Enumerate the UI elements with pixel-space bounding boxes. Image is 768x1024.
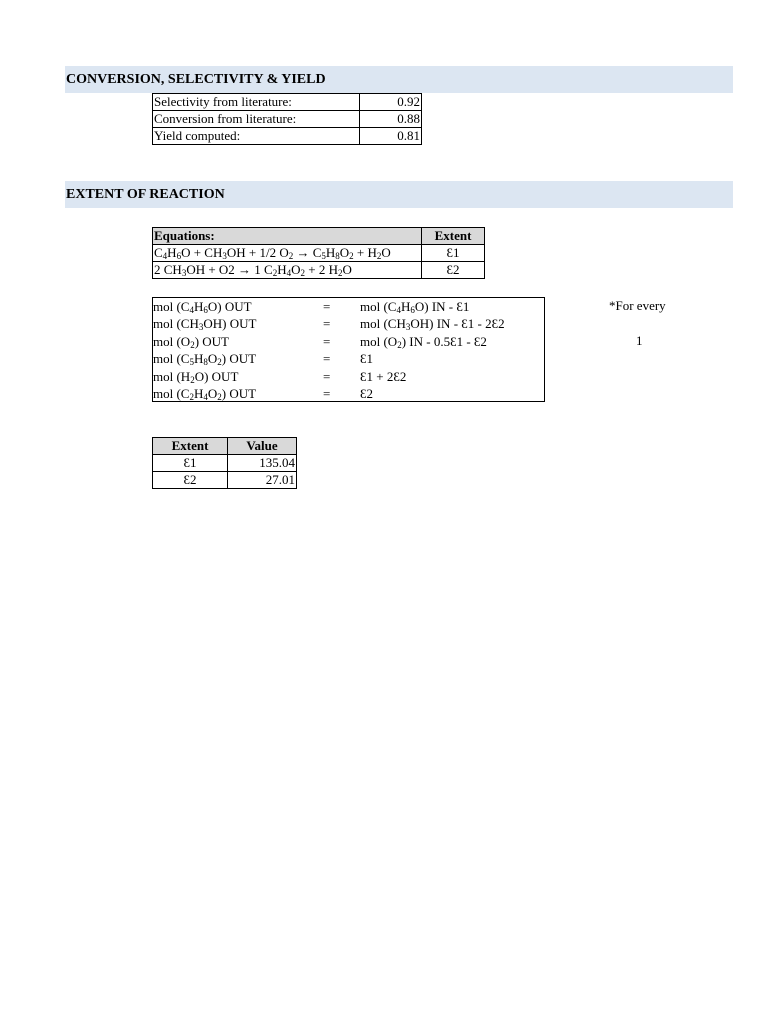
side-value: 1 bbox=[636, 333, 643, 348]
subscript: 2 bbox=[300, 268, 306, 278]
value-header: Value bbox=[228, 438, 297, 455]
table-row bbox=[153, 262, 485, 279]
subscript: 6 bbox=[176, 251, 182, 261]
mol-balance-box bbox=[152, 297, 545, 402]
mol-lhs: mol $(H_2O)$ OUT bbox=[153, 369, 239, 385]
mol-rhs: mol $(O_2)$ IN - 0.5Ɛ1 - Ɛ2 bbox=[360, 334, 487, 350]
subscript: 2 bbox=[272, 268, 278, 278]
mol-lhs: mol $(C_2H_4O_2)$ OUT bbox=[153, 386, 257, 402]
subscript: 2 bbox=[190, 340, 195, 350]
subscript: 2 bbox=[376, 251, 382, 261]
extent-cell: Ɛ2 bbox=[153, 472, 228, 489]
subscript: 3 bbox=[222, 251, 227, 261]
value-cell: 0.81 bbox=[360, 128, 422, 145]
subscript: 2 bbox=[217, 357, 222, 367]
mol-rhs: Ɛ2 bbox=[360, 386, 374, 401]
subscript: 4 bbox=[162, 251, 168, 261]
label-cell: Yield computed: bbox=[153, 128, 360, 145]
subscript: 5 bbox=[321, 251, 326, 261]
subscript: 2 bbox=[189, 392, 194, 402]
mol-rhs: Ɛ1 bbox=[360, 351, 374, 366]
section-header-extent: EXTENT OF REACTION bbox=[65, 181, 733, 208]
subscript: 8 bbox=[335, 251, 340, 261]
mol-rhs: mol $(C_4H_6O)$ IN - Ɛ1 bbox=[360, 299, 470, 315]
subscript: 3 bbox=[181, 268, 187, 278]
mol-equals: = bbox=[323, 351, 331, 366]
extent-cell: Ɛ2 bbox=[422, 262, 485, 279]
table-row bbox=[153, 128, 422, 145]
label-cell: Selectivity from literature: bbox=[153, 94, 360, 111]
mol-equals: = bbox=[323, 369, 331, 384]
subscript: 4 bbox=[203, 392, 208, 402]
section-header-conversion: CONVERSION, SELECTIVITY & YIELD bbox=[65, 66, 733, 93]
mol-lhs: mol $(C_4H_6O)$ OUT bbox=[153, 299, 252, 315]
subscript: 2 bbox=[397, 340, 402, 350]
subscript: 2 bbox=[217, 392, 222, 402]
subscript: 6 bbox=[410, 305, 415, 315]
mol-equals: = bbox=[323, 386, 331, 401]
value-cell: 0.92 bbox=[360, 94, 422, 111]
extent-header: Extent bbox=[153, 438, 228, 455]
subscript: 3 bbox=[198, 322, 204, 332]
conversion-table bbox=[152, 93, 422, 145]
subscript: 2 bbox=[349, 251, 354, 261]
subscript: 2 bbox=[288, 251, 294, 261]
equation-2: 2 $CH_3OH + O2 \to 1$ $C_2H_4O_2 + 2$ $H_2O$ bbox=[154, 262, 352, 278]
equation-1: $C_4H_6O + CH_3OH + 1/2$ $O_2 \to C_5H_8O_2 + H_2O$ bbox=[154, 245, 391, 261]
table-row bbox=[153, 455, 297, 472]
extent-header: Extent bbox=[422, 228, 485, 245]
equations-header: Equations: bbox=[153, 228, 422, 245]
equations-table bbox=[152, 227, 485, 279]
subscript: 5 bbox=[189, 357, 194, 367]
table-row bbox=[153, 245, 485, 262]
subscript: 2 bbox=[190, 375, 195, 385]
subscript: 4 bbox=[189, 305, 194, 315]
table-header-row bbox=[153, 228, 485, 245]
equation-cell bbox=[153, 262, 422, 279]
extent-values-table bbox=[152, 437, 297, 489]
table-row bbox=[153, 472, 297, 489]
subscript: 4 bbox=[286, 268, 292, 278]
subscript: 8 bbox=[203, 357, 208, 367]
subscript: 3 bbox=[405, 322, 411, 332]
extent-cell: Ɛ1 bbox=[422, 245, 485, 262]
mol-lhs: mol $(O_2)$ OUT bbox=[153, 334, 229, 350]
mol-equals: = bbox=[323, 334, 331, 349]
equation-cell bbox=[153, 245, 422, 262]
mol-rhs: Ɛ1 + 2Ɛ2 bbox=[360, 369, 407, 384]
side-note: *For every bbox=[609, 298, 666, 313]
value-cell: 27.01 bbox=[228, 472, 297, 489]
value-cell: 0.88 bbox=[360, 111, 422, 128]
mol-equals: = bbox=[323, 316, 331, 331]
mol-equals: = bbox=[323, 299, 331, 314]
subscript: 4 bbox=[396, 305, 401, 315]
mol-lhs: mol $(CH_3OH)$ OUT bbox=[153, 316, 257, 332]
label-cell: Conversion from literature: bbox=[153, 111, 360, 128]
mol-rhs: mol $(CH_3OH)$ IN - Ɛ1 - 2Ɛ2 bbox=[360, 316, 505, 332]
subscript: 6 bbox=[203, 305, 208, 315]
table-header-row bbox=[153, 438, 297, 455]
table-row bbox=[153, 111, 422, 128]
subscript: 2 bbox=[338, 268, 343, 278]
value-cell: 135.04 bbox=[228, 455, 297, 472]
mol-lhs: mol $(C_5H_8O_2)$ OUT bbox=[153, 351, 257, 367]
table-row bbox=[153, 94, 422, 111]
extent-cell: Ɛ1 bbox=[153, 455, 228, 472]
